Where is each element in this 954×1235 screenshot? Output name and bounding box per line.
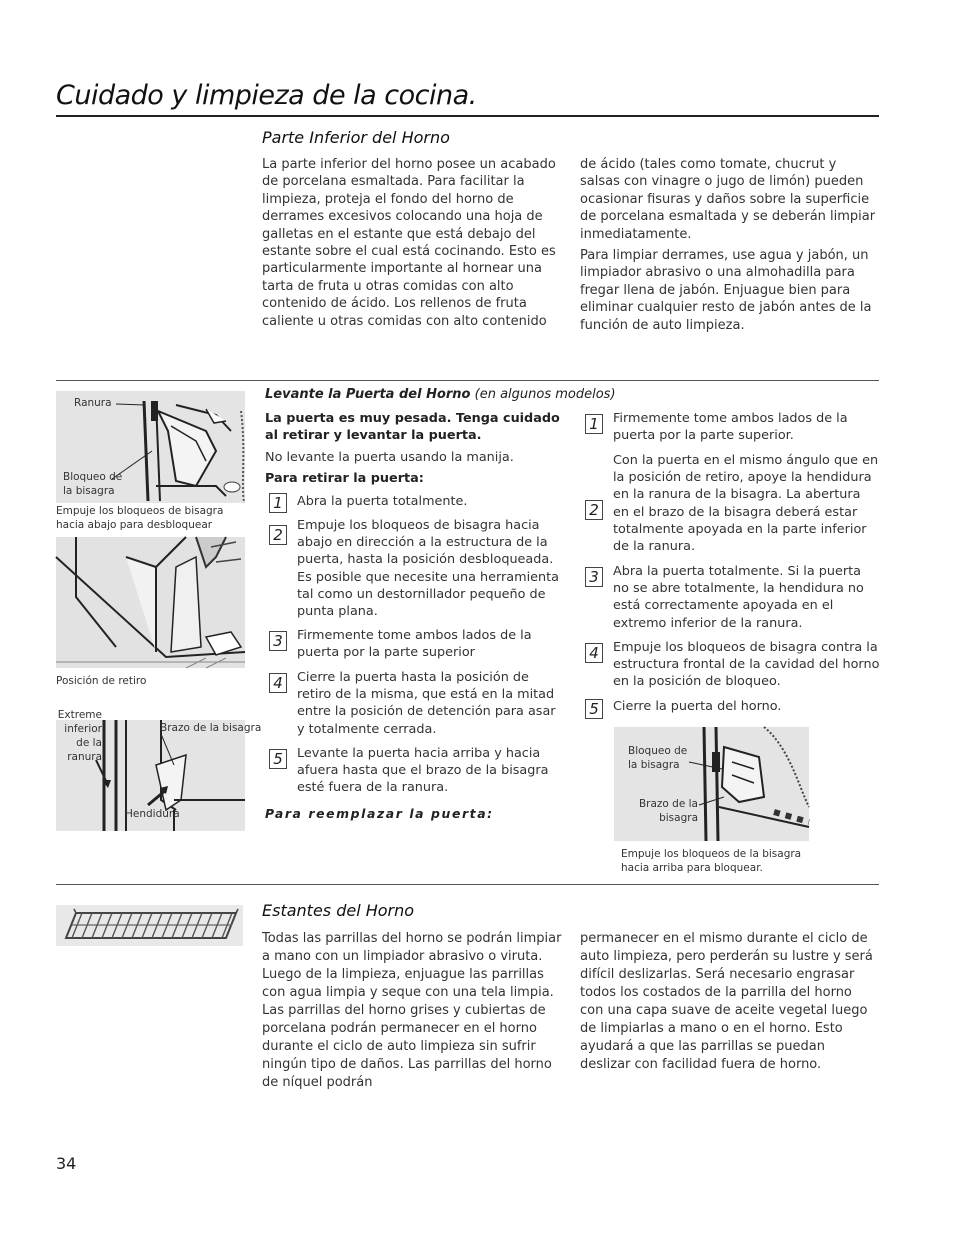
step-number-box: 5: [269, 749, 287, 769]
fig3-end-line2: inferior: [64, 723, 102, 735]
oven-bottom-col2-p2: Para limpiar derrames, use agua y jabón, un limpiador abrasivo o una almohadilla para fregar llena de jabón. Enjuague bien para eliminar cualquier resto de jabón antes de la función de auto limpieza.: [580, 248, 872, 333]
step-number-box: 4: [585, 643, 603, 663]
step-text: Abra la puerta totalmente.: [297, 494, 468, 509]
fig3-arm-label: Brazo de la bisagra: [160, 722, 262, 734]
step-text: Firmemente tome ambos lados de la puerta por la parte superior.: [613, 411, 848, 444]
replace-step: [585, 698, 880, 722]
step-text: Levante la puerta hacia arriba y hacia afuera hasta que el brazo de la bisagra esté fuera de la ranura.: [297, 746, 549, 796]
fig4-arm-label-line1: Brazo de la: [638, 798, 698, 810]
removal-position-drawing: [56, 537, 245, 668]
title-rule: [56, 115, 879, 117]
step-text: Abra la puerta totalmente. Si la puerta no se abre totalmente, la hendidura no está correctamente apoyada en el extremo inferior de la ranura.: [613, 564, 864, 631]
fig3-end-line4: ranura: [67, 751, 102, 763]
page-number: 34: [56, 1154, 77, 1173]
page-title: Cuidado y limpieza de la cocina.: [56, 80, 477, 111]
step-number-box: 3: [269, 631, 287, 651]
remove-step: [269, 745, 565, 801]
fig1-caption: Empuje los bloqueos de bisagra hacia abajo para desbloquear: [56, 505, 224, 531]
section-divider-1: [56, 380, 879, 381]
step-text: Con la puerta en el mismo ángulo que en la posición de retiro, apoye la hendidura en la ranura de la bisagra. La abertura en el brazo de la bisagra deberá estar totalmente apoyada en la parte inferior de la ranura.: [613, 453, 879, 555]
oven-bottom-heading: Parte Inferior del Horno: [262, 128, 450, 147]
fig3-end-label: [56, 708, 102, 764]
step-number-box: 3: [585, 567, 603, 587]
fig1-lock-label-line1: Bloqueo de: [63, 471, 123, 483]
step-number-box: 2: [585, 500, 603, 520]
section-divider-2: [56, 884, 879, 885]
step-text: Cierre la puerta del horno.: [613, 699, 782, 714]
oven-bottom-col1: [262, 156, 559, 334]
door-heading-note: (en algunos modelos): [474, 387, 616, 402]
door-note: No levante la puerta usando la manija.: [265, 450, 514, 465]
replace-step: [585, 452, 880, 563]
fig3-end-line3: de la: [76, 737, 102, 749]
oven-rack-illustration: [56, 905, 243, 946]
removal-position-illustration: [56, 537, 245, 668]
step-text: Empuje los bloqueos de bisagra contra la estructura frontal de la cavidad del horno en la posición de bloqueo.: [613, 640, 880, 690]
replace-step: [585, 563, 880, 639]
fig4-lock-label: [628, 745, 687, 772]
racks-col1: Todas las parrillas del horno se podrán limpiar a mano con un limpiador abrasivo o viruta. Luego de la limpieza, enjuague las parrillas con agua limpia y seque con una tela limpia. Las parrillas del horno grises y cubiertas de porcelana podrán permanecer en el horno durante el ciclo de auto limpieza sin sufrir ningún tipo de daños. Las parrillas del horno de níquel podrán: [262, 931, 562, 1090]
replace-step: [585, 639, 880, 698]
fig1-slot-label: Ranura: [74, 397, 112, 409]
oven-bottom-col1-text: La parte inferior del horno posee un acabado de porcelana esmaltada. Para facilitar la limpieza, proteja el fondo del horno de derrames excesivos colocando una hoja de galletas en el estante que está debajo del estante sobre el cual está cocinando. Esto es particularmente importante al hornear una tarta de fruta u otras comidas con alto contenido de ácido. Los rellenos de fruta caliente u otras comidas con alto contenido: [262, 157, 556, 329]
fig4-lock-label-line1: Bloqueo de: [628, 745, 688, 757]
fig4-caption: Empuje los bloqueos de la bisagra hacia arriba para bloquear.: [621, 848, 802, 874]
replace-step: [585, 410, 880, 452]
notch-illustration: [56, 709, 262, 831]
oven-bottom-col2: [580, 156, 878, 338]
fig3-end-line1: Extreme: [57, 709, 102, 721]
racks-col2: permanecer en el mismo durante el ciclo de auto limpieza, pero perderán su lustre y será difícil deslizarlas. Será necesario engrasar todos los costados de la parrilla del horno con una capa suave de aceite vegetal luego de limpiarlas a mano o en el horno. Esto ayudará a que las parrillas se puedan deslizar con facilidad fuera de horno.: [580, 931, 873, 1072]
step-number-box: 5: [585, 699, 603, 719]
step-number-box: 4: [269, 673, 287, 693]
door-heading-title: Levante la Puerta del Horno: [265, 387, 471, 402]
fig4-arm-label: [636, 798, 698, 825]
fig1-lock-label: [63, 471, 122, 498]
oven-rack-drawing: [56, 905, 243, 946]
oven-bottom-col2-p1: de ácido (tales como tomate, chucrut y salsas con vinagre o jugo de limón) pueden ocasionar fisuras y daños sobre la superficie de porcelana esmaltada y se deberán limpiar inmediatamente.: [580, 157, 876, 242]
step-text: Firmemente tome ambos lados de la puerta por la parte superior: [297, 628, 532, 661]
remove-step: [269, 669, 565, 745]
hinge-lock-illustration: [56, 391, 245, 503]
door-heading: [265, 387, 616, 402]
door-warning: La puerta es muy pesada. Tenga cuidado al retirar y levantar la puerta.: [265, 411, 560, 443]
replace-door-heading: Para reemplazar la puerta:: [265, 806, 494, 821]
fig4-lock-label-line2: la bisagra: [628, 758, 680, 771]
racks-heading: Estantes del Horno: [262, 901, 415, 920]
fig3-notch-label: Hendidura: [125, 808, 180, 820]
remove-step: [269, 627, 565, 669]
step-text: Cierre la puerta hasta la posición de retiro de la misma, que está en la mitad entre la posición de detención para asar y totalmente cerrada.: [297, 670, 556, 737]
remove-step: [269, 517, 565, 627]
remove-steps-list: [269, 493, 565, 801]
step-number-box: 1: [269, 493, 287, 513]
step-number-box: 2: [269, 525, 287, 545]
fig4-arm-label-line2: bisagra: [659, 811, 698, 824]
fig2-caption: Posición de retiro: [56, 675, 147, 687]
step-text: Empuje los bloqueos de bisagra hacia abajo en dirección a la estructura de la puerta, hasta la posición desbloqueada. Es posible que necesite una herramienta tal como un destornillador pequeño de punta plana.: [297, 518, 559, 620]
fig1-lock-label-line2: la bisagra: [63, 484, 115, 497]
replace-steps-list: [585, 410, 880, 722]
hinge-lock-up-illustration: [614, 727, 809, 841]
remove-door-heading: Para retirar la puerta:: [265, 471, 424, 486]
step-number-box: 1: [585, 414, 603, 434]
remove-step: [269, 493, 565, 517]
